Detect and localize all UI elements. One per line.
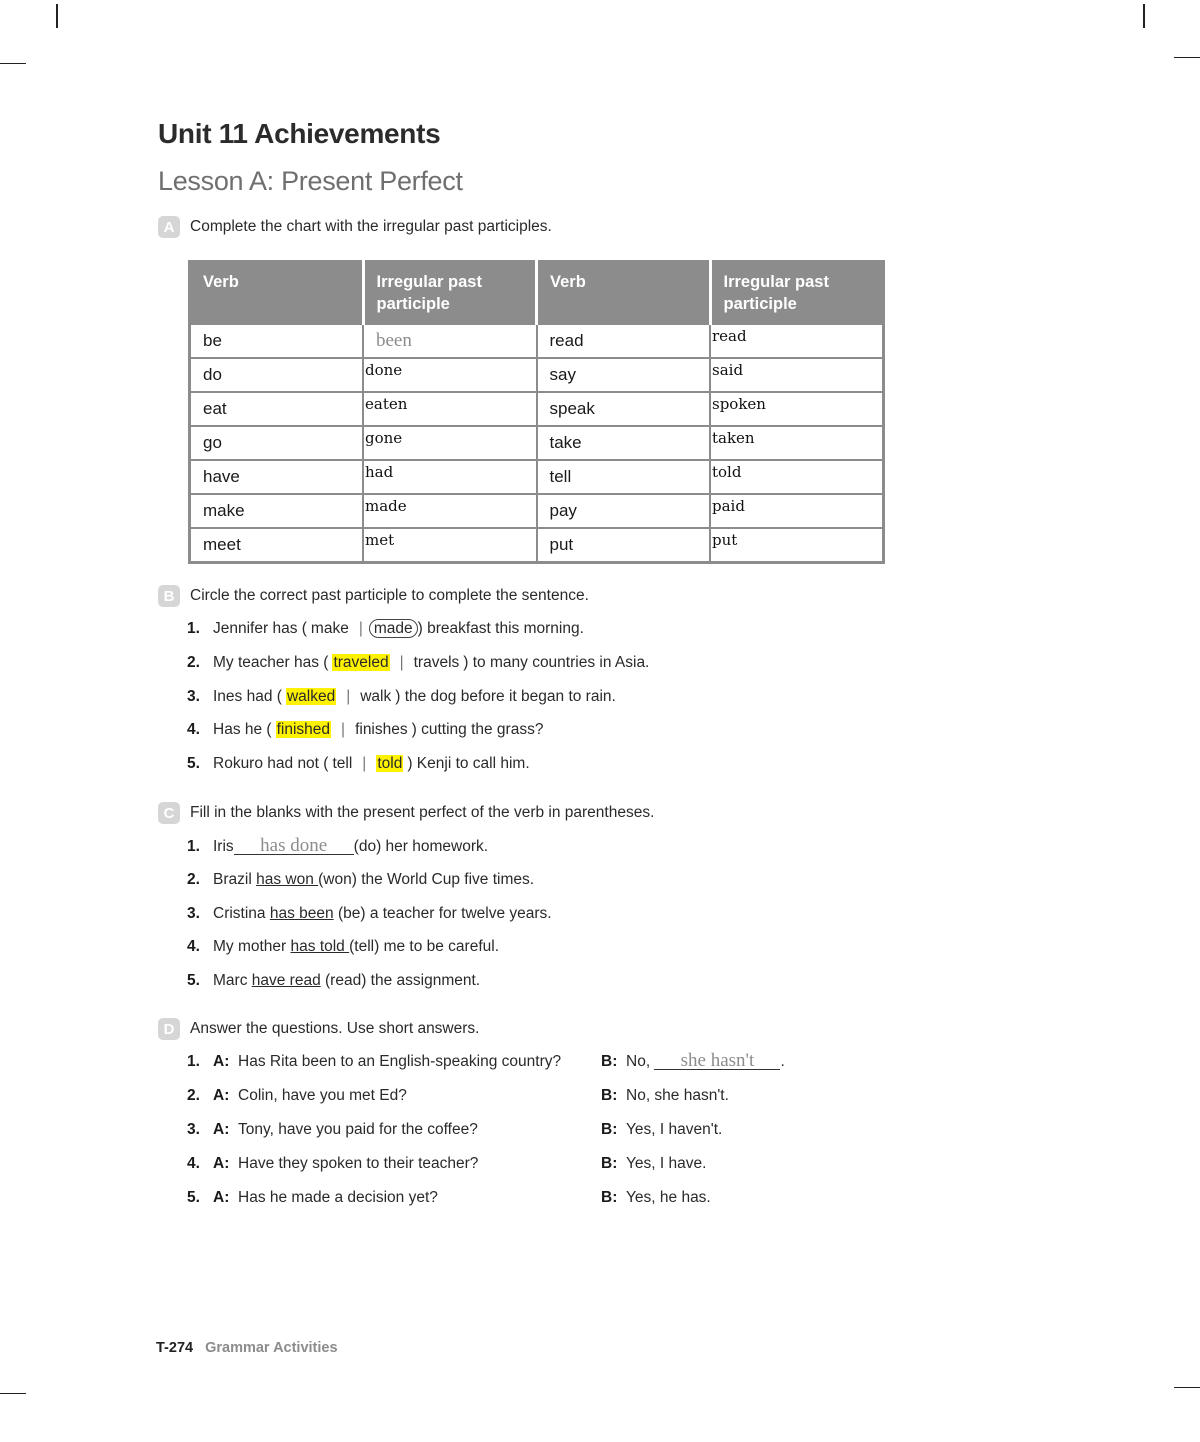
verb-cell: say	[537, 358, 711, 392]
speaker-a-label: A:	[213, 1121, 230, 1138]
section-badge: A	[158, 216, 180, 238]
participle-cell: had	[363, 460, 537, 494]
verb-cell: read	[537, 324, 711, 358]
item-number: 1.	[187, 838, 200, 855]
speaker-b-label: B:	[601, 1189, 618, 1206]
speaker-a-label: A:	[213, 1087, 230, 1104]
answer-blank[interactable]: has been	[269, 905, 334, 922]
sentence-start: Marc	[213, 972, 252, 989]
item-number: 5.	[187, 1189, 200, 1206]
verb-cell: tell	[537, 460, 711, 494]
participle-cell: put	[710, 528, 884, 563]
list-item	[213, 755, 530, 773]
option-word-highlighted[interactable]: walked	[286, 688, 336, 705]
sentence-end: (do) her homework.	[353, 838, 489, 855]
list-item	[213, 938, 499, 956]
participle-cell: paid	[710, 494, 884, 528]
section-b-header	[158, 584, 589, 608]
sentence-start: My teacher has (	[213, 654, 329, 671]
section-instruction: Fill in the blanks with the present perfect of the verb in parentheses.	[190, 804, 655, 821]
footer-label: Grammar Activities	[205, 1340, 338, 1356]
table-row	[190, 426, 884, 460]
verb-cell: be	[190, 324, 364, 358]
section-instruction: Complete the chart with the irregular past participles.	[190, 218, 552, 235]
verb-cell: have	[190, 460, 364, 494]
option-word[interactable]: walk	[360, 688, 392, 705]
list-item	[213, 835, 489, 856]
option-word-highlighted[interactable]: finished	[276, 721, 331, 738]
item-number: 3.	[187, 905, 200, 922]
sentence-start: Jennifer has (	[213, 620, 307, 637]
section-instruction: Answer the questions. Use short answers.	[190, 1020, 480, 1037]
item-number: 2.	[187, 1087, 200, 1104]
sentence-start: Cristina	[213, 905, 270, 922]
list-item	[213, 905, 552, 923]
section-a-header	[158, 215, 552, 239]
participle-cell: made	[363, 494, 537, 528]
page-footer	[156, 1340, 338, 1356]
sentence-start: Brazil	[213, 871, 257, 888]
participle-cell: been	[363, 324, 537, 358]
chart-header-cell: Irregular past participle	[363, 262, 537, 325]
item-number: 3.	[187, 688, 200, 705]
section-d-header	[158, 1017, 479, 1041]
sentence-end: (tell) me to be careful.	[349, 938, 500, 955]
answer-blank-sample[interactable]: has done	[234, 838, 354, 855]
crop-mark	[1174, 1387, 1200, 1388]
participle-cell: read	[710, 324, 884, 358]
crop-mark	[56, 4, 58, 28]
participle-cell: gone	[363, 426, 537, 460]
speaker-a-label: A:	[213, 1053, 230, 1070]
participle-cell: eaten	[363, 392, 537, 426]
speaker-b-label: B:	[601, 1155, 618, 1172]
answer-start: No,	[626, 1053, 655, 1070]
answer-text: Yes, I haven't.	[626, 1121, 723, 1138]
list-item	[213, 871, 534, 889]
list-item	[213, 620, 584, 638]
crop-mark	[1174, 57, 1200, 58]
option-divider: |	[346, 688, 351, 705]
option-word-circled[interactable]: made	[369, 619, 418, 638]
answer-blank[interactable]: has told	[290, 938, 350, 955]
item-number: 4.	[187, 938, 200, 955]
section-instruction: Circle the correct past participle to complete the sentence.	[190, 587, 589, 604]
option-word[interactable]: tell	[332, 755, 353, 772]
verb-cell: eat	[190, 392, 364, 426]
answer-text: No, she hasn't.	[626, 1087, 729, 1104]
sentence-end: ) breakfast this morning.	[417, 620, 584, 637]
verb-cell: make	[190, 494, 364, 528]
page-number: T-274	[156, 1340, 194, 1356]
speaker-b-label: B:	[601, 1121, 618, 1138]
chart-header-cell: Irregular past participle	[710, 262, 884, 325]
verb-cell: speak	[537, 392, 711, 426]
option-word-highlighted[interactable]: told	[377, 755, 403, 772]
sentence-start: Has he (	[213, 721, 272, 738]
participle-chart	[188, 260, 885, 564]
sentence-end: ) Kenji to call him.	[407, 755, 530, 772]
participle-cell: spoken	[710, 392, 884, 426]
sentence-end: ) cutting the grass?	[411, 721, 544, 738]
question-text: Have they spoken to their teacher?	[238, 1155, 479, 1172]
item-number: 5.	[187, 972, 200, 989]
verb-cell: do	[190, 358, 364, 392]
sentence-end: (read) the assignment.	[320, 972, 481, 989]
page-title: Unit 11 Achievements	[158, 118, 441, 149]
sentence-start: Iris	[213, 838, 234, 855]
section-badge: D	[158, 1018, 180, 1040]
answer-end: .	[780, 1053, 785, 1070]
sentence-end: (be) a teacher for twelve years.	[333, 905, 552, 922]
section-badge: C	[158, 802, 180, 824]
sentence-start: My mother	[213, 938, 291, 955]
table-row	[190, 528, 884, 563]
answer-blank-sample[interactable]: she hasn't	[654, 1053, 780, 1070]
sentence-end: (won) the World Cup five times.	[318, 871, 535, 888]
sentence-start: Ines had (	[213, 688, 282, 705]
option-word[interactable]: travels	[413, 654, 460, 671]
option-divider: |	[358, 620, 363, 637]
answer-blank[interactable]: has won	[256, 871, 319, 888]
participle-cell: done	[363, 358, 537, 392]
table-row	[190, 392, 884, 426]
verb-cell: take	[537, 426, 711, 460]
participle-cell: told	[710, 460, 884, 494]
item-number: 1.	[187, 620, 200, 637]
participle-cell: taken	[710, 426, 884, 460]
chart-header-cell: Verb	[190, 262, 364, 325]
list-item	[213, 688, 616, 706]
participle-cell: said	[710, 358, 884, 392]
item-number: 3.	[187, 1121, 200, 1138]
crop-mark	[0, 63, 26, 64]
item-number: 2.	[187, 654, 200, 671]
item-number: 4.	[187, 1155, 200, 1172]
crop-mark	[0, 1393, 26, 1394]
item-number: 2.	[187, 871, 200, 888]
verb-cell: go	[190, 426, 364, 460]
option-divider: |	[341, 721, 346, 738]
list-item	[213, 721, 543, 739]
section-c-header	[158, 801, 654, 825]
table-row	[190, 324, 884, 358]
speaker-a-label: A:	[213, 1189, 230, 1206]
table-row	[190, 460, 884, 494]
answer-text: Yes, he has.	[626, 1189, 711, 1206]
item-number: 5.	[187, 755, 200, 772]
option-word[interactable]: finishes	[355, 721, 408, 738]
option-divider: |	[362, 755, 367, 772]
list-item	[213, 654, 649, 672]
verb-cell: meet	[190, 528, 364, 563]
table-row	[190, 494, 884, 528]
item-number: 4.	[187, 721, 200, 738]
speaker-b-label: B:	[601, 1053, 618, 1070]
list-item	[213, 972, 480, 990]
option-word-highlighted[interactable]: traveled	[333, 654, 389, 671]
option-divider: |	[399, 654, 404, 671]
verb-cell: put	[537, 528, 711, 563]
sentence-end: ) the dog before it began to rain.	[395, 688, 616, 705]
answer-line	[626, 1050, 785, 1071]
question-text: Has he made a decision yet?	[238, 1189, 438, 1206]
sentence-start: Rokuro had not (	[213, 755, 329, 772]
option-word[interactable]: make	[310, 620, 349, 637]
question-text: Tony, have you paid for the coffee?	[238, 1121, 478, 1138]
section-badge: B	[158, 585, 180, 607]
item-number: 1.	[187, 1053, 200, 1070]
chart-header-row	[190, 262, 884, 325]
chart-header-cell: Verb	[537, 262, 711, 325]
verb-cell: pay	[537, 494, 711, 528]
lesson-title: Lesson A: Present Perfect	[158, 166, 463, 196]
participle-cell: met	[363, 528, 537, 563]
answer-text: Yes, I have.	[626, 1155, 707, 1172]
question-text: Has Rita been to an English-speaking country?	[238, 1053, 562, 1070]
sentence-end: ) to many countries in Asia.	[463, 654, 650, 671]
speaker-a-label: A:	[213, 1155, 230, 1172]
speaker-b-label: B:	[601, 1087, 618, 1104]
answer-blank[interactable]: have read	[251, 972, 321, 989]
question-text: Colin, have you met Ed?	[238, 1087, 407, 1104]
table-row	[190, 358, 884, 392]
crop-mark	[1143, 4, 1145, 28]
